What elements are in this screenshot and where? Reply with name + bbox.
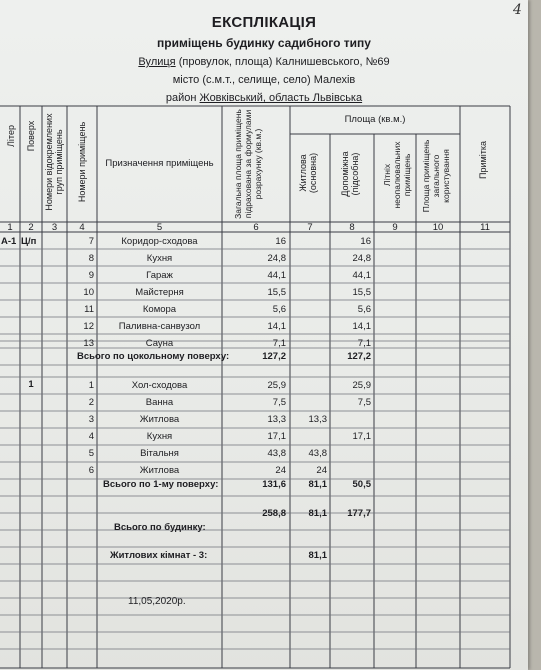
room-total-area: 43,8 bbox=[267, 448, 286, 459]
colnum-3: 3 bbox=[51, 222, 58, 233]
document-date: 11,05,2020р. bbox=[128, 596, 186, 607]
room-purpose: Комора bbox=[142, 304, 177, 315]
street-address: (провулок, площа) Калнишевського, №69 bbox=[178, 56, 390, 68]
room-purpose: Ванна bbox=[145, 397, 174, 408]
street-prefix: Вулиця bbox=[138, 56, 176, 68]
living-rooms-label: Житлових кімнат - 3: bbox=[110, 550, 208, 561]
first-total-aux: 50,5 bbox=[352, 479, 371, 490]
header-summer: Літніх неопалювальних приміщень bbox=[382, 141, 412, 209]
basement-total-aux: 127,2 bbox=[347, 351, 371, 362]
colnum-10: 10 bbox=[432, 222, 444, 233]
room-number: 5 bbox=[88, 448, 94, 459]
building-total-area: 258,8 bbox=[262, 508, 286, 519]
room-total-area: 17,1 bbox=[267, 431, 286, 442]
room-number: 13 bbox=[83, 338, 94, 349]
header-common: Площа приміщень загального користування bbox=[421, 139, 451, 213]
room-aux-area: 24,8 bbox=[352, 253, 371, 264]
room-aux-area: 7,1 bbox=[357, 338, 371, 349]
colnum-7: 7 bbox=[307, 222, 313, 233]
colnum-11: 11 bbox=[480, 222, 490, 233]
room-total-area: 13,3 bbox=[267, 414, 286, 425]
header-total-area: Загальна площа приміщень підрахована за формулами розрахунку (кв.м.) bbox=[233, 109, 263, 219]
colnum-8: 8 bbox=[349, 222, 355, 233]
room-aux-area: 14,1 bbox=[352, 321, 371, 332]
basement-total-area: 127,2 bbox=[262, 351, 286, 362]
building-total-aux: 177,7 bbox=[347, 508, 371, 519]
header-auxiliary: Допоміжна (підсобна) bbox=[340, 151, 360, 197]
room-purpose: Гараж bbox=[146, 270, 173, 281]
room-purpose: Майстерня bbox=[135, 287, 184, 298]
room-aux-area: 15,5 bbox=[352, 287, 371, 298]
colnum-2: 2 bbox=[28, 222, 34, 233]
document-title: ЕКСПЛІКАЦІЯ bbox=[211, 14, 317, 31]
room-purpose: Коридор-сходова bbox=[121, 236, 198, 247]
header-purpose: Призначення приміщень bbox=[105, 158, 214, 169]
room-aux-area: 44,1 bbox=[352, 270, 371, 281]
liter-value: А-1 bbox=[1, 236, 17, 247]
header-group-numbers: Номери відокремлених груп приміщень bbox=[44, 113, 64, 211]
room-purpose: Хол-сходова bbox=[131, 380, 188, 391]
basement-floor-value: Ц/п bbox=[21, 236, 37, 247]
room-total-area: 44,1 bbox=[267, 270, 286, 281]
header-note: Примітка bbox=[478, 141, 488, 179]
colnum-5: 5 bbox=[156, 222, 163, 233]
room-total-area: 7,5 bbox=[272, 397, 286, 408]
room-total-area: 7,1 bbox=[272, 338, 286, 349]
district-name: Жовківський, область Львівська bbox=[199, 92, 363, 104]
page-number: 4 bbox=[513, 2, 522, 18]
room-number: 3 bbox=[88, 414, 94, 425]
first-total-living: 81,1 bbox=[308, 479, 327, 490]
header-living: Житлова (основна) bbox=[298, 152, 318, 194]
first-total-label: Всього по 1-му поверху: bbox=[103, 479, 219, 490]
room-total-area: 15,5 bbox=[267, 287, 286, 298]
room-total-area: 16 bbox=[275, 236, 286, 247]
document-subtitle: приміщень будинку садибного типу bbox=[157, 36, 371, 50]
room-number: 1 bbox=[88, 380, 94, 391]
room-purpose: Сауна bbox=[145, 338, 174, 349]
header-floor: Поверх bbox=[26, 120, 36, 152]
header-room-numbers: Номери приміщень bbox=[77, 121, 87, 203]
room-aux-area: 25,9 bbox=[352, 380, 371, 391]
room-purpose: Житлова bbox=[139, 414, 180, 425]
room-number: 2 bbox=[88, 397, 94, 408]
city-line: місто (с.м.т., селище, село) Малехів bbox=[172, 74, 356, 86]
first-floor-value: 1 bbox=[28, 379, 34, 390]
room-number: 9 bbox=[88, 270, 94, 281]
room-number: 10 bbox=[83, 287, 94, 298]
living-rooms-area: 81,1 bbox=[308, 550, 327, 561]
room-purpose: Вітальня bbox=[140, 448, 179, 459]
room-living-area: 13,3 bbox=[308, 414, 327, 425]
room-total-area: 5,6 bbox=[272, 304, 286, 315]
room-number: 8 bbox=[88, 253, 94, 264]
room-aux-area: 7,5 bbox=[357, 397, 371, 408]
room-total-area: 24,8 bbox=[267, 253, 286, 264]
room-purpose: Кухня bbox=[146, 431, 173, 442]
building-total-living: 81,1 bbox=[308, 508, 327, 519]
room-total-area: 14,1 bbox=[267, 321, 286, 332]
first-total-area: 131,6 bbox=[262, 479, 286, 490]
room-number: 4 bbox=[88, 431, 94, 442]
room-aux-area: 16 bbox=[360, 236, 371, 247]
room-purpose: Паливна-санвузол bbox=[118, 321, 201, 332]
district-prefix: район bbox=[165, 92, 197, 104]
header-area-group: Площа (кв.м.) bbox=[344, 114, 406, 125]
room-total-area: 24 bbox=[275, 465, 286, 476]
colnum-9: 9 bbox=[392, 222, 398, 233]
building-total-label: Всього по будинку: bbox=[114, 522, 206, 533]
basement-total-label: Всього по цокольному поверху: bbox=[77, 351, 230, 362]
room-number: 12 bbox=[83, 321, 94, 332]
header-liter: Літер bbox=[6, 125, 16, 147]
room-total-area: 25,9 bbox=[267, 380, 286, 391]
room-aux-area: 17,1 bbox=[352, 431, 371, 442]
room-living-area: 24 bbox=[316, 465, 327, 476]
room-number: 6 bbox=[88, 465, 94, 476]
room-aux-area: 5,6 bbox=[357, 304, 371, 315]
room-number: 11 bbox=[84, 304, 94, 315]
room-purpose: Кухня bbox=[146, 253, 173, 264]
room-number: 7 bbox=[88, 236, 94, 247]
room-living-area: 43,8 bbox=[308, 448, 327, 459]
room-purpose: Житлова bbox=[139, 465, 180, 476]
colnum-6: 6 bbox=[253, 222, 259, 233]
colnum-4: 4 bbox=[79, 222, 85, 233]
colnum-1: 1 bbox=[7, 222, 13, 233]
